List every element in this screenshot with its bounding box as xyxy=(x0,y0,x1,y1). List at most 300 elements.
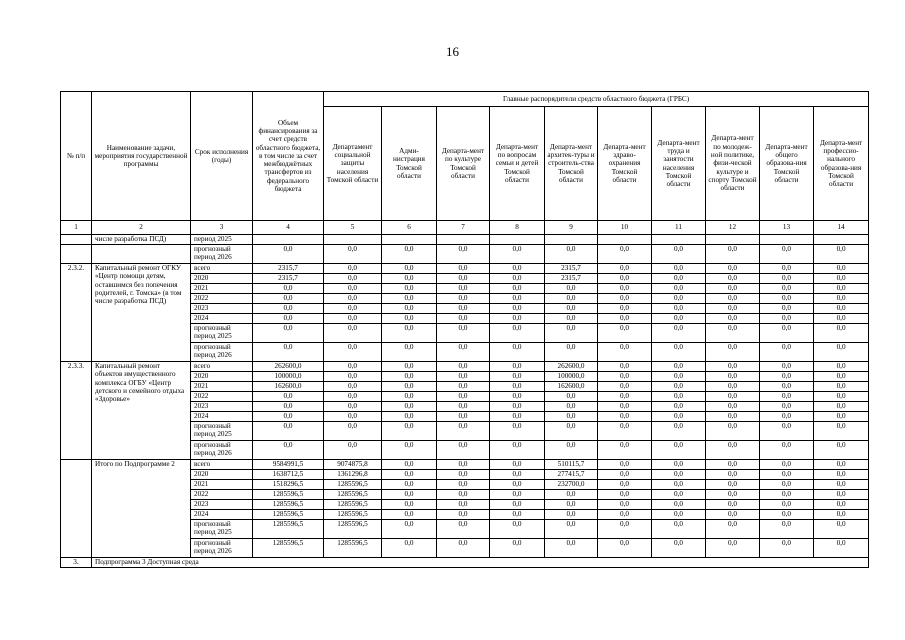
period-cell: прогнозный период 2025 xyxy=(191,324,253,343)
value-cell: 0,0 xyxy=(706,245,760,264)
value-cell: 0,0 xyxy=(652,274,706,284)
value-cell: 0,0 xyxy=(490,382,545,392)
value-cell: 0,0 xyxy=(814,274,869,284)
value-cell: 0,0 xyxy=(760,304,814,314)
period-cell: 2022 xyxy=(191,490,253,500)
value-cell: 0,0 xyxy=(324,402,382,412)
value-cell: 0,0 xyxy=(652,441,706,460)
period-cell: 2022 xyxy=(191,392,253,402)
value-cell: 0,0 xyxy=(814,372,869,382)
value-cell: 0,0 xyxy=(490,412,545,422)
value-cell: 0,0 xyxy=(598,510,652,520)
value-cell: 0,0 xyxy=(437,284,490,294)
value-cell: 0,0 xyxy=(706,304,760,314)
value-cell: 0,0 xyxy=(760,284,814,294)
period-cell: прогнозный период 2025 xyxy=(191,520,253,539)
value-cell: 0,0 xyxy=(814,304,869,314)
value-cell: 0,0 xyxy=(382,422,437,441)
total-value-cell: 100000,0 xyxy=(253,372,324,382)
value-cell xyxy=(706,235,760,245)
value-cell: 0,0 xyxy=(652,402,706,412)
total-value-cell: 2315,7 xyxy=(253,274,324,284)
column-number: 1 xyxy=(61,221,92,235)
value-cell: 0,0 xyxy=(382,480,437,490)
value-cell: 0,0 xyxy=(652,382,706,392)
department-header: Департамент социальной защиты населения Томской области xyxy=(324,107,382,221)
value-cell: 0,0 xyxy=(382,274,437,284)
period-cell: 2024 xyxy=(191,412,253,422)
value-cell: 0,0 xyxy=(437,539,490,558)
value-cell xyxy=(814,235,869,245)
total-value-cell: 0,0 xyxy=(253,412,324,422)
value-cell: 0,0 xyxy=(598,392,652,402)
value-cell: 0,0 xyxy=(760,520,814,539)
value-cell: 100000,0 xyxy=(545,372,598,382)
value-cell: 0,0 xyxy=(706,402,760,412)
item-number xyxy=(61,245,92,264)
item-name: Капитальный ремонт объектов имущественного комплекса ОГБУ «Центр детского и семейного отдыха «Здоровье» xyxy=(92,362,191,460)
value-cell: 0,0 xyxy=(382,500,437,510)
value-cell: 0,0 xyxy=(324,362,382,372)
value-cell: 1285596,5 xyxy=(324,510,382,520)
value-cell: 0,0 xyxy=(490,274,545,284)
value-cell: 0,0 xyxy=(382,539,437,558)
value-cell: 0,0 xyxy=(382,520,437,539)
value-cell: 0,0 xyxy=(652,460,706,470)
period-cell: 2021 xyxy=(191,382,253,392)
value-cell xyxy=(760,235,814,245)
value-cell: 0,0 xyxy=(490,245,545,264)
value-cell: 0,0 xyxy=(545,324,598,343)
value-cell: 0,0 xyxy=(598,422,652,441)
value-cell: 0,0 xyxy=(490,510,545,520)
department-header: Департа-мент общего образова-ния Томской области xyxy=(760,107,814,221)
period-cell: прогнозный период 2025 xyxy=(191,422,253,441)
value-cell: 0,0 xyxy=(706,362,760,372)
value-cell: 0,0 xyxy=(382,470,437,480)
total-value-cell xyxy=(253,235,324,245)
item-number: 2.3.3. xyxy=(61,362,92,460)
value-cell: 0,0 xyxy=(814,392,869,402)
department-header: Департа-мент труда и занятости населения Томской области xyxy=(652,107,706,221)
value-cell: 0,0 xyxy=(382,362,437,372)
value-cell: 0,0 xyxy=(814,382,869,392)
value-cell: 0,0 xyxy=(760,480,814,490)
value-cell: 0,0 xyxy=(437,264,490,274)
value-cell: 0,0 xyxy=(437,382,490,392)
value-cell: 0,0 xyxy=(382,382,437,392)
value-cell xyxy=(437,235,490,245)
value-cell: 0,0 xyxy=(382,264,437,274)
value-cell: 0,0 xyxy=(814,460,869,470)
value-cell: 0,0 xyxy=(598,382,652,392)
value-cell: 0,0 xyxy=(652,480,706,490)
value-cell: 0,0 xyxy=(652,314,706,324)
value-cell: 0,0 xyxy=(437,500,490,510)
item-name: Капитальный ремонт ОГКУ «Центр помощи детям, оставшимся без попечения родителей, г. Томска» (в том числе разработка ПСД) xyxy=(92,264,191,362)
value-cell: 0,0 xyxy=(760,422,814,441)
value-cell: 0,0 xyxy=(382,284,437,294)
value-cell: 0,0 xyxy=(324,422,382,441)
total-value-cell: 0,0 xyxy=(253,343,324,362)
value-cell: 0,0 xyxy=(760,412,814,422)
value-cell: 162600,0 xyxy=(545,382,598,392)
total-value-cell: 0,0 xyxy=(253,304,324,314)
value-cell: 0,0 xyxy=(437,422,490,441)
total-value-cell: 0,0 xyxy=(253,245,324,264)
value-cell: 0,0 xyxy=(490,264,545,274)
value-cell: 9074875,8 xyxy=(324,460,382,470)
period-cell: всего xyxy=(191,460,253,470)
value-cell: 0,0 xyxy=(652,245,706,264)
total-value-cell: 1285596,5 xyxy=(253,520,324,539)
table-row xyxy=(61,235,869,245)
department-header: Департа-мент по культуре Томской области xyxy=(437,107,490,221)
total-value-cell: 0,0 xyxy=(253,422,324,441)
value-cell: 0,0 xyxy=(652,372,706,382)
total-value-cell: 0,0 xyxy=(253,402,324,412)
total-value-cell: 262600,0 xyxy=(253,362,324,372)
header-num: № п/п xyxy=(61,92,92,221)
value-cell: 0,0 xyxy=(706,314,760,324)
value-cell: 0,0 xyxy=(598,500,652,510)
value-cell: 0,0 xyxy=(382,343,437,362)
total-value-cell: 1285596,5 xyxy=(253,490,324,500)
value-cell: 0,0 xyxy=(598,274,652,284)
value-cell: 0,0 xyxy=(545,294,598,304)
value-cell: 0,0 xyxy=(545,441,598,460)
column-number: 14 xyxy=(814,221,869,235)
item-name: числе разработка ПСД) xyxy=(92,235,191,245)
value-cell: 0,0 xyxy=(598,284,652,294)
value-cell: 0,0 xyxy=(706,382,760,392)
subprogram-title: Подпрограмма 3 Доступная среда xyxy=(92,558,869,568)
value-cell: 0,0 xyxy=(652,490,706,500)
value-cell: 0,0 xyxy=(814,480,869,490)
total-value-cell: 1518296,5 xyxy=(253,480,324,490)
value-cell: 0,0 xyxy=(814,520,869,539)
value-cell: 0,0 xyxy=(490,539,545,558)
value-cell: 0,0 xyxy=(706,324,760,343)
value-cell: 0,0 xyxy=(814,490,869,500)
value-cell: 0,0 xyxy=(706,539,760,558)
value-cell: 0,0 xyxy=(324,392,382,402)
value-cell: 0,0 xyxy=(545,304,598,314)
value-cell: 0,0 xyxy=(814,402,869,412)
department-header: Адми-нистрация Томской области xyxy=(382,107,437,221)
value-cell: 0,0 xyxy=(490,422,545,441)
column-number: 10 xyxy=(598,221,652,235)
value-cell: 0,0 xyxy=(490,392,545,402)
value-cell: 0,0 xyxy=(706,412,760,422)
value-cell: 0,0 xyxy=(652,392,706,402)
value-cell: 0,0 xyxy=(652,294,706,304)
value-cell xyxy=(324,235,382,245)
value-cell: 0,0 xyxy=(545,402,598,412)
value-cell: 0,0 xyxy=(652,284,706,294)
period-cell: всего xyxy=(191,264,253,274)
total-value-cell: 162600,0 xyxy=(253,382,324,392)
value-cell: 0,0 xyxy=(490,500,545,510)
value-cell: 0,0 xyxy=(598,264,652,274)
value-cell: 0,0 xyxy=(760,490,814,500)
value-cell: 0,0 xyxy=(490,460,545,470)
total-value-cell: 0,0 xyxy=(253,294,324,304)
value-cell: 0,0 xyxy=(598,412,652,422)
value-cell: 0,0 xyxy=(324,343,382,362)
value-cell: 262600,0 xyxy=(545,362,598,372)
value-cell: 0,0 xyxy=(324,412,382,422)
total-value-cell: 1285596,5 xyxy=(253,510,324,520)
value-cell: 0,0 xyxy=(598,539,652,558)
value-cell: 0,0 xyxy=(437,402,490,412)
value-cell: 0,0 xyxy=(545,245,598,264)
value-cell: 277415,7 xyxy=(545,470,598,480)
value-cell: 1285596,5 xyxy=(324,520,382,539)
department-header: Департа-мент здраво-охранения Томской области xyxy=(598,107,652,221)
period-cell: 2021 xyxy=(191,480,253,490)
value-cell: 0,0 xyxy=(652,304,706,314)
value-cell: 0,0 xyxy=(545,539,598,558)
column-number: 7 xyxy=(437,221,490,235)
value-cell: 0,0 xyxy=(760,500,814,510)
period-cell: 2021 xyxy=(191,284,253,294)
value-cell: 0,0 xyxy=(382,392,437,402)
value-cell: 0,0 xyxy=(324,314,382,324)
value-cell: 0,0 xyxy=(814,294,869,304)
column-number: 12 xyxy=(706,221,760,235)
value-cell: 0,0 xyxy=(598,490,652,500)
column-number: 8 xyxy=(490,221,545,235)
value-cell: 1361296,8 xyxy=(324,470,382,480)
value-cell: 0,0 xyxy=(545,490,598,500)
value-cell: 0,0 xyxy=(652,422,706,441)
table-row xyxy=(61,460,869,470)
table-row xyxy=(61,264,869,274)
period-cell: всего xyxy=(191,362,253,372)
value-cell: 0,0 xyxy=(437,324,490,343)
subprogram-row xyxy=(61,558,869,568)
value-cell: 0,0 xyxy=(814,245,869,264)
value-cell: 0,0 xyxy=(598,470,652,480)
header-name: Наименование задачи, мероприятия государственной программы xyxy=(92,92,191,221)
value-cell: 0,0 xyxy=(652,500,706,510)
header-volume: Объем финансирования за счет средств областного бюджета, в том числе за счет межбюджётных трансфертов из федерального бюджета xyxy=(253,92,324,221)
total-value-cell: 0,0 xyxy=(253,314,324,324)
value-cell: 0,0 xyxy=(437,441,490,460)
value-cell: 0,0 xyxy=(706,490,760,500)
value-cell: 0,0 xyxy=(490,372,545,382)
value-cell: 0,0 xyxy=(652,264,706,274)
value-cell: 0,0 xyxy=(814,470,869,480)
value-cell: 0,0 xyxy=(324,324,382,343)
department-header: Департа-мент архитек-туры и строитель-ства Томской области xyxy=(545,107,598,221)
value-cell: 0,0 xyxy=(382,510,437,520)
value-cell: 0,0 xyxy=(706,460,760,470)
value-cell: 0,0 xyxy=(490,402,545,412)
value-cell: 0,0 xyxy=(545,520,598,539)
item-number xyxy=(61,235,92,245)
value-cell: 0,0 xyxy=(814,441,869,460)
header-grbs: Главные распорядители средств областного бюджета (ГРБС) xyxy=(324,92,869,107)
value-cell: 1285596,5 xyxy=(324,480,382,490)
value-cell: 0,0 xyxy=(760,392,814,402)
value-cell: 0,0 xyxy=(490,324,545,343)
value-cell: 0,0 xyxy=(706,520,760,539)
period-cell: 2023 xyxy=(191,304,253,314)
value-cell: 0,0 xyxy=(652,362,706,372)
column-number: 11 xyxy=(652,221,706,235)
period-cell: 2022 xyxy=(191,294,253,304)
value-cell: 0,0 xyxy=(706,510,760,520)
column-number-row xyxy=(61,221,869,235)
department-header: Департа-мент по вопросам семьи и детей Томской области xyxy=(490,107,545,221)
value-cell: 2315,7 xyxy=(545,264,598,274)
value-cell: 0,0 xyxy=(814,284,869,294)
value-cell: 0,0 xyxy=(760,324,814,343)
value-cell: 0,0 xyxy=(437,490,490,500)
value-cell: 0,0 xyxy=(814,324,869,343)
value-cell: 0,0 xyxy=(324,372,382,382)
table-row xyxy=(61,362,869,372)
value-cell: 0,0 xyxy=(760,274,814,284)
value-cell: 0,0 xyxy=(760,470,814,480)
total-value-cell: 1638712,5 xyxy=(253,470,324,480)
value-cell xyxy=(652,235,706,245)
value-cell: 0,0 xyxy=(437,304,490,314)
budget-table xyxy=(60,91,869,568)
period-cell: прогнозный период 2026 xyxy=(191,539,253,558)
column-number: 5 xyxy=(324,221,382,235)
value-cell: 0,0 xyxy=(706,294,760,304)
value-cell: 1285596,5 xyxy=(324,500,382,510)
period-cell: 2023 xyxy=(191,402,253,412)
value-cell: 0,0 xyxy=(814,264,869,274)
value-cell: 0,0 xyxy=(652,539,706,558)
department-header: Департа-мент профессио-нального образова-ния Томской области xyxy=(814,107,869,221)
value-cell: 0,0 xyxy=(706,470,760,480)
value-cell: 0,0 xyxy=(760,245,814,264)
value-cell: 0,0 xyxy=(382,460,437,470)
value-cell: 0,0 xyxy=(437,343,490,362)
value-cell: 0,0 xyxy=(324,264,382,274)
value-cell: 0,0 xyxy=(437,392,490,402)
period-cell: 2023 xyxy=(191,500,253,510)
value-cell: 0,0 xyxy=(706,284,760,294)
period-cell: 2024 xyxy=(191,314,253,324)
value-cell: 0,0 xyxy=(490,480,545,490)
period-cell: прогнозный период 2026 xyxy=(191,441,253,460)
value-cell: 0,0 xyxy=(598,441,652,460)
period-cell: прогнозный период 2026 xyxy=(191,343,253,362)
item-number xyxy=(61,460,92,558)
value-cell: 0,0 xyxy=(814,343,869,362)
value-cell: 0,0 xyxy=(324,274,382,284)
value-cell: 0,0 xyxy=(437,480,490,490)
value-cell: 0,0 xyxy=(598,294,652,304)
total-value-cell: 0,0 xyxy=(253,392,324,402)
period-cell: период 2025 xyxy=(191,235,253,245)
value-cell: 0,0 xyxy=(437,510,490,520)
value-cell: 0,0 xyxy=(324,294,382,304)
value-cell: 0,0 xyxy=(706,441,760,460)
value-cell: 0,0 xyxy=(814,500,869,510)
table-body xyxy=(61,235,869,568)
period-cell: 2020 xyxy=(191,372,253,382)
value-cell: 1285596,5 xyxy=(324,490,382,500)
value-cell: 0,0 xyxy=(706,480,760,490)
value-cell xyxy=(490,235,545,245)
value-cell: 0,0 xyxy=(814,539,869,558)
value-cell: 0,0 xyxy=(760,372,814,382)
value-cell: 0,0 xyxy=(490,304,545,314)
value-cell: 0,0 xyxy=(382,245,437,264)
column-number: 4 xyxy=(253,221,324,235)
value-cell: 0,0 xyxy=(490,490,545,500)
value-cell: 0,0 xyxy=(382,372,437,382)
value-cell: 0,0 xyxy=(598,372,652,382)
value-cell: 232700,0 xyxy=(545,480,598,490)
value-cell: 0,0 xyxy=(652,470,706,480)
value-cell: 0,0 xyxy=(490,284,545,294)
period-cell: прогнозный период 2026 xyxy=(191,245,253,264)
value-cell: 0,0 xyxy=(490,441,545,460)
value-cell xyxy=(382,235,437,245)
value-cell: 0,0 xyxy=(490,343,545,362)
value-cell: 0,0 xyxy=(437,520,490,539)
item-name: Итого по Подпрограмме 2 xyxy=(92,460,191,558)
value-cell: 0,0 xyxy=(706,372,760,382)
value-cell: 0,0 xyxy=(760,402,814,412)
column-number: 6 xyxy=(382,221,437,235)
value-cell: 0,0 xyxy=(382,324,437,343)
value-cell: 0,0 xyxy=(545,392,598,402)
value-cell: 0,0 xyxy=(545,510,598,520)
value-cell: 0,0 xyxy=(760,314,814,324)
total-value-cell: 9584991,5 xyxy=(253,460,324,470)
total-value-cell: 2315,7 xyxy=(253,264,324,274)
value-cell: 0,0 xyxy=(760,264,814,274)
value-cell: 0,0 xyxy=(545,500,598,510)
value-cell xyxy=(545,235,598,245)
value-cell: 0,0 xyxy=(706,422,760,441)
value-cell: 0,0 xyxy=(382,304,437,314)
value-cell: 0,0 xyxy=(324,441,382,460)
value-cell: 0,0 xyxy=(490,520,545,539)
value-cell: 0,0 xyxy=(382,412,437,422)
value-cell: 0,0 xyxy=(598,460,652,470)
column-number: 9 xyxy=(545,221,598,235)
value-cell: 0,0 xyxy=(490,362,545,372)
value-cell: 0,0 xyxy=(545,314,598,324)
value-cell xyxy=(598,235,652,245)
item-name xyxy=(92,245,191,264)
value-cell: 0,0 xyxy=(324,245,382,264)
table-row xyxy=(61,245,869,264)
value-cell: 0,0 xyxy=(545,412,598,422)
value-cell: 0,0 xyxy=(437,362,490,372)
value-cell: 0,0 xyxy=(706,343,760,362)
value-cell: 0,0 xyxy=(490,314,545,324)
value-cell: 0,0 xyxy=(324,284,382,294)
value-cell: 0,0 xyxy=(382,402,437,412)
total-value-cell: 0,0 xyxy=(253,284,324,294)
value-cell: 0,0 xyxy=(324,304,382,314)
value-cell: 0,0 xyxy=(437,460,490,470)
value-cell: 0,0 xyxy=(652,343,706,362)
value-cell: 0,0 xyxy=(382,294,437,304)
column-number: 3 xyxy=(191,221,253,235)
